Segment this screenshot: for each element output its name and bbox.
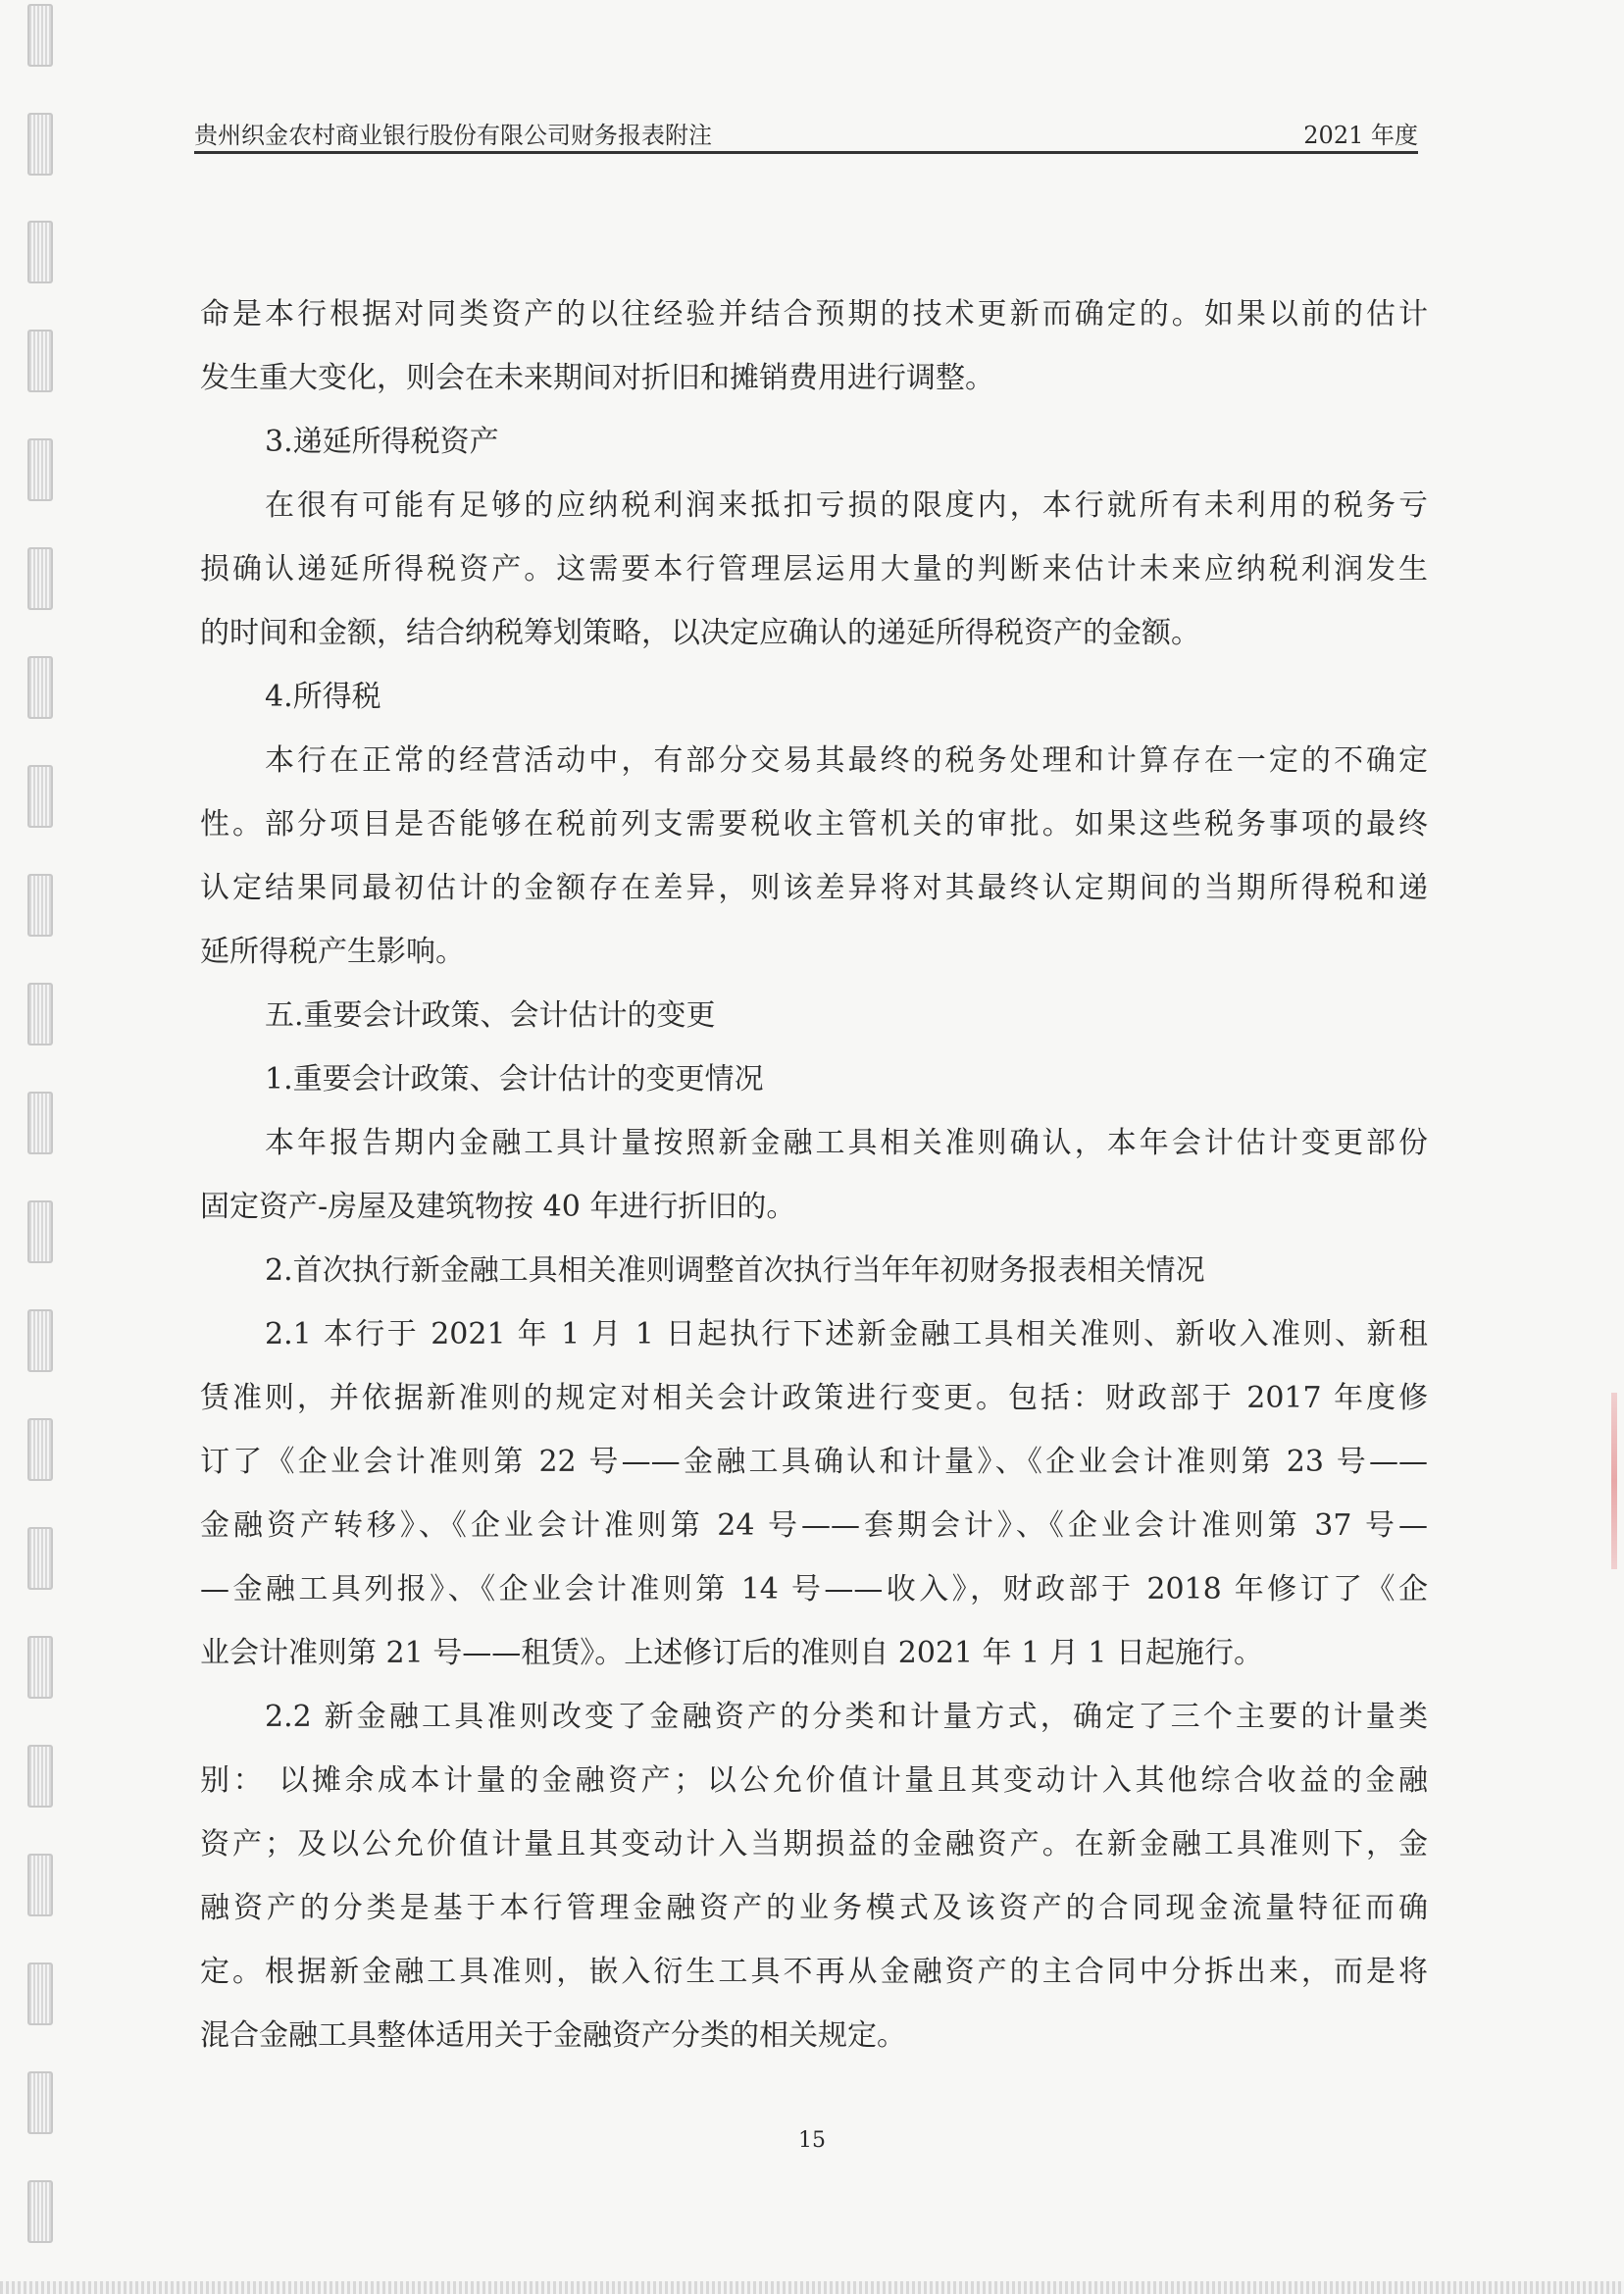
text-line: 订了《企业会计准则第 22 号——金融工具确认和计量》、《企业会计准则第 23 号—— [200,1445,1428,1479]
page-number: 15 [798,2128,826,2153]
binder-hole [27,4,53,67]
text-line: 2.1 本行于 2021 年 1 月 1 日起执行下述新金融工具相关准则、新收入准则、新租 [265,1317,1428,1351]
text-line: 损确认递延所得税资产。这需要本行管理层运用大量的判断来估计未来应纳税利润发生 [200,552,1428,586]
binder-hole [27,983,53,1045]
section-heading: 4.所得税 [265,680,381,714]
text-line: 本年报告期内金融工具计量按照新金融工具相关准则确认，本年会计估计变更部份 [265,1126,1428,1160]
text-line: 延所得税产生影响。 [200,935,465,969]
text-line: 的时间和金额，结合纳税筹划策略，以决定应确认的递延所得税资产的金额。 [200,616,1200,650]
binder-hole [27,547,53,610]
binder-hole [27,1092,53,1154]
subsection-heading: 1.重要会计政策、会计估计的变更情况 [265,1062,764,1096]
binder-hole [27,438,53,501]
section-heading: 五.重要会计政策、会计估计的变更 [265,998,716,1033]
text-line: 别： 以摊余成本计量的金融资产；以公允价值计量且其变动计入其他综合收益的金融 [200,1763,1428,1798]
text-line: 融资产的分类是基于本行管理金融资产的业务模式及该资产的合同现金流量特征而确 [200,1891,1428,1925]
binder-hole [27,330,53,392]
text-line: 资产；及以公允价值计量且其变动计入当期损益的金融资产。在新金融工具准则下，金 [200,1827,1428,1861]
header-year: 2021 年度 [1303,122,1418,149]
binder-hole [27,1418,53,1481]
text-line: —金融工具列报》、《企业会计准则第 14 号——收入》，财政部于 2018 年修订了《企 [200,1572,1428,1606]
binder-hole [27,2180,53,2243]
text-line: 固定资产-房屋及建筑物按 40 年进行折旧的。 [200,1190,796,1224]
text-line: 认定结果同最初估计的金额存在差异，则该差异将对其最终认定期间的当期所得税和递 [200,871,1428,905]
binder-hole [27,656,53,719]
text-line: 发生重大变化，则会在未来期间对折旧和摊销费用进行调整。 [200,361,994,395]
subsection-heading: 2.首次执行新金融工具相关准则调整首次执行当年年初财务报表相关情况 [265,1253,1205,1288]
binder-hole [27,874,53,937]
text-line: 命是本行根据对同类资产的以往经验并结合预期的技术更新而确定的。如果以前的估计 [200,297,1428,331]
binder-hole [27,1309,53,1372]
binder-hole [27,1200,53,1263]
binder-hole [27,1854,53,1916]
binder-hole [27,1963,53,2025]
binder-hole [27,1636,53,1699]
binder-hole [27,1745,53,1808]
page-header [194,116,1418,154]
text-line: 在很有可能有足够的应纳税利润来抵扣亏损的限度内，本行就所有未利用的税务亏 [265,488,1428,523]
binder-hole [27,1527,53,1590]
header-company-title: 贵州织金农村商业银行股份有限公司财务报表附注 [194,122,712,149]
text-line: 定。根据新金融工具准则，嵌入衍生工具不再从金融资产的主合同中分拆出来，而是将 [200,1955,1428,1989]
section-heading: 3.递延所得税资产 [265,425,499,459]
binder-hole [27,113,53,176]
text-line: 金融资产转移》、《企业会计准则第 24 号——套期会计》、《企业会计准则第 37 号— [200,1508,1428,1543]
text-line: 赁准则，并依据新准则的规定对相关会计政策进行变更。包括：财政部于 2017 年度修 [200,1381,1428,1415]
binder-hole [27,765,53,828]
binder-holes [27,0,57,2294]
text-line: 业会计准则第 21 号——租赁》。上述修订后的准则自 2021 年 1 月 1 日起施行。 [200,1636,1263,1670]
binder-hole [27,2071,53,2134]
text-line: 混合金融工具整体适用关于金融资产分类的相关规定。 [200,2018,906,2053]
binder-hole [27,221,53,283]
text-line: 性。部分项目是否能够在税前列支需要税收主管机关的审批。如果这些税务事项的最终 [200,807,1428,841]
scan-bottom-edge [0,2281,1624,2294]
seal-edge-mark [1611,1393,1617,1569]
text-line: 2.2 新金融工具准则改变了金融资产的分类和计量方式，确定了三个主要的计量类 [265,1700,1428,1734]
text-line: 本行在正常的经营活动中，有部分交易其最终的税务处理和计算存在一定的不确定 [265,743,1428,778]
